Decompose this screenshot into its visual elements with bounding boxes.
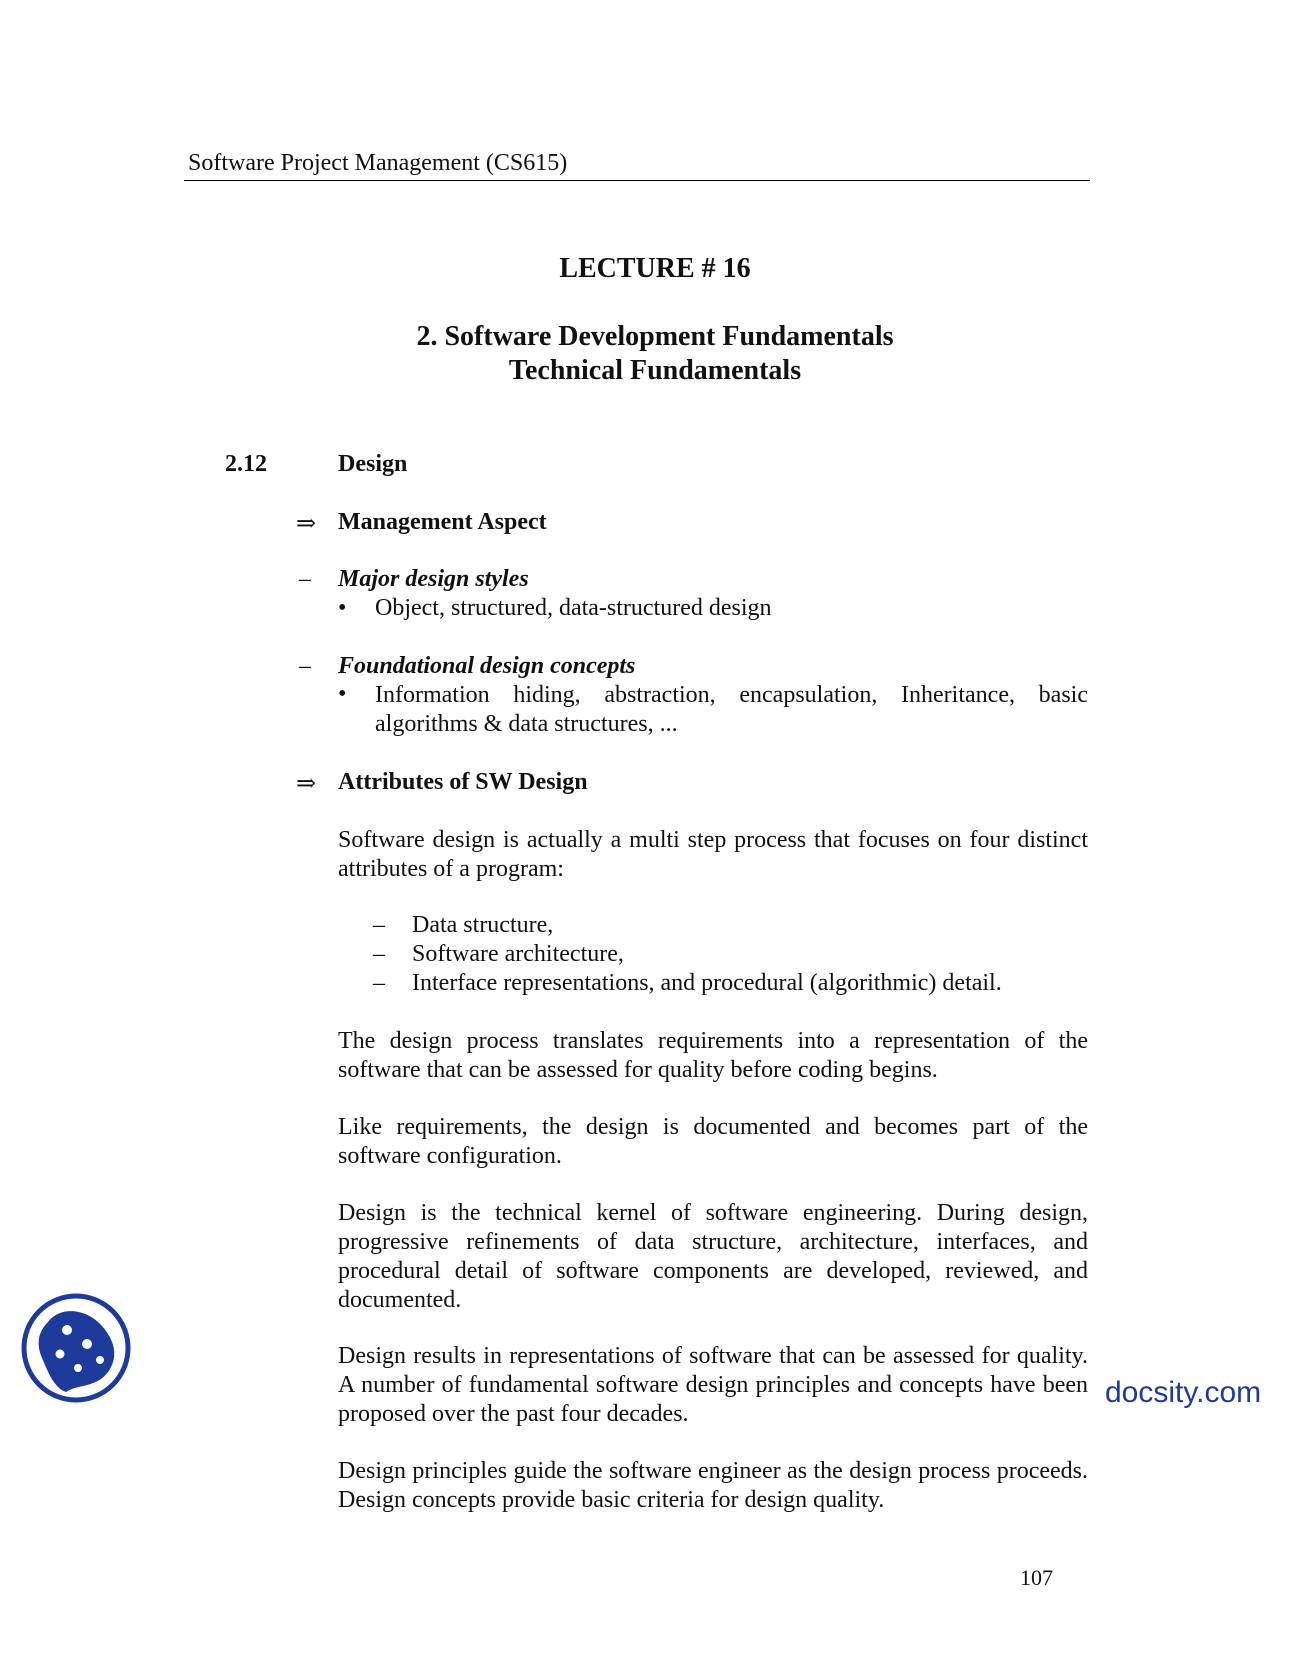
attributes-heading: Attributes of SW Design — [338, 769, 588, 795]
paragraph: Like requirements, the design is documented and becomes part of the software configuration. — [338, 1114, 1088, 1169]
dash-marker: – — [373, 970, 385, 996]
attribute-item: Software architecture, — [412, 941, 624, 967]
lecture-title: LECTURE # 16 — [559, 253, 751, 284]
docsity-watermark: docsity.com — [1105, 1376, 1262, 1409]
chapter-subtitle: Technical Fundamentals — [508, 355, 802, 386]
management-heading: Management Aspect — [338, 509, 547, 535]
design-concepts-heading: Foundational design concepts — [338, 653, 636, 679]
bullet-marker: • — [338, 681, 347, 707]
chapter-title: 2. Software Development Fundamentals — [416, 321, 894, 352]
design-styles-heading: Major design styles — [338, 566, 529, 592]
design-concepts-item: Information hiding, abstraction, encapsulation, Inheritance, basic algorithms & data structures, ... — [375, 682, 1088, 737]
section-title: Design — [338, 451, 408, 477]
attribute-item: Data structure, — [412, 912, 554, 938]
paragraph: The design process translates requirements into a representation of the software that can be assessed for quality before coding begins. — [338, 1028, 1088, 1083]
paragraph: Design is the technical kernel of software engineering. During design, progressive refinements of data structure, architecture, interfaces, and procedural detail of software components are developed, reviewed, and documented. — [338, 1200, 1088, 1313]
dash-marker: – — [373, 912, 385, 938]
dash-marker: – — [299, 566, 311, 592]
arrow-marker: ⇒ — [296, 511, 317, 537]
paragraph: Design results in representations of software that can be assessed for quality. A number of fundamental software design principles and concepts have been proposed over the past four decades. — [338, 1343, 1088, 1427]
attributes-intro: Software design is actually a multi step process that focuses on four distinct attributes of a program: — [338, 827, 1088, 882]
attribute-item: Interface representations, and procedural (algorithmic) detail. — [412, 970, 1002, 996]
dash-marker: – — [373, 941, 385, 967]
page-number: 107 — [1020, 1565, 1053, 1590]
paragraph: Design principles guide the software engineer as the design process proceeds. Design concepts provide basic criteria for design quality. — [338, 1458, 1088, 1513]
header-rule — [184, 180, 1090, 181]
running-header: Software Project Management (CS615) — [188, 150, 568, 176]
bullet-marker: • — [338, 595, 347, 621]
section-number: 2.12 — [225, 451, 267, 477]
design-styles-item: Object, structured, data-structured design — [375, 595, 772, 621]
dash-marker: – — [299, 653, 311, 679]
docsity-logo-icon — [20, 1292, 132, 1404]
arrow-marker: ⇒ — [296, 771, 317, 797]
